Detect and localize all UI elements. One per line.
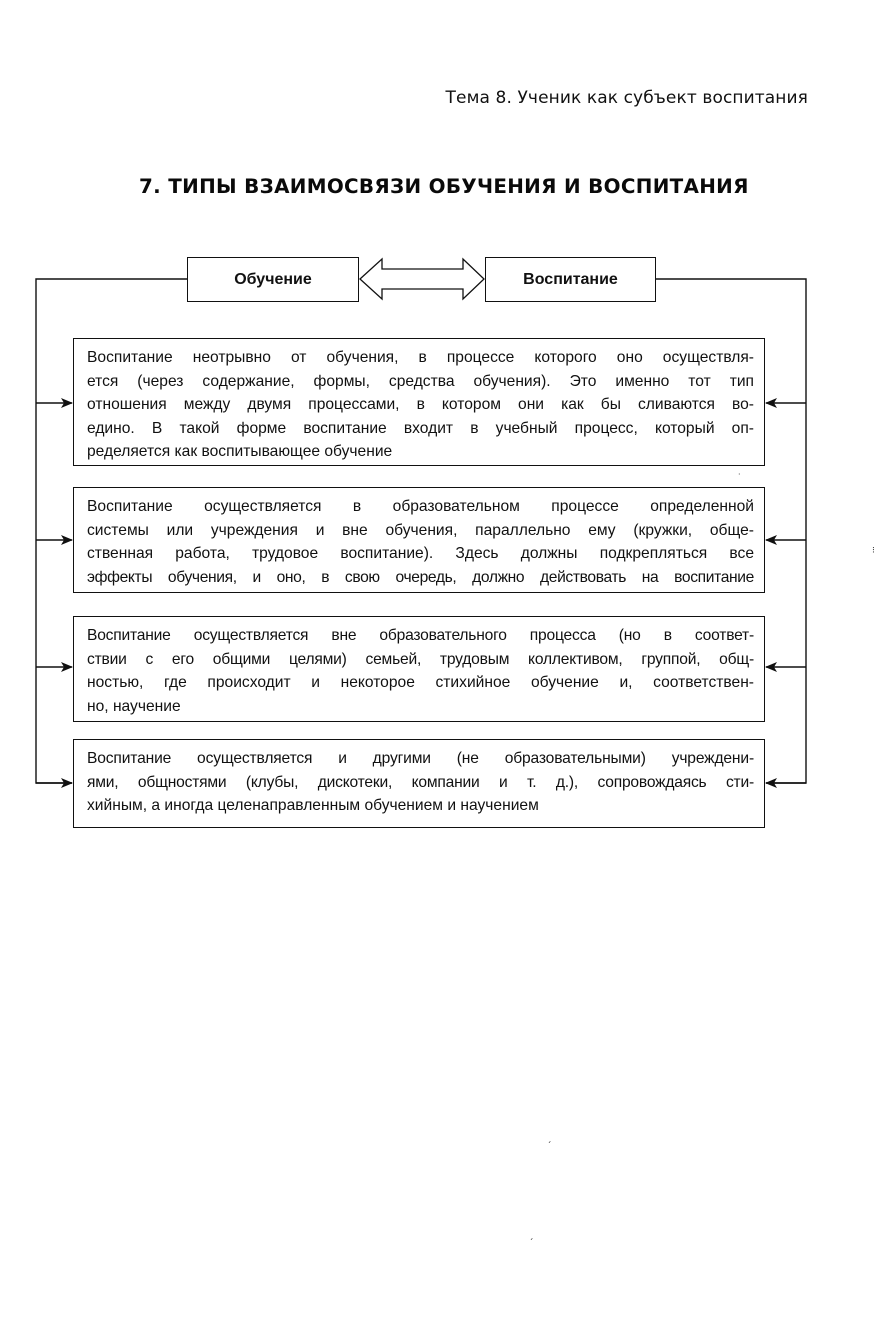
text-line: Воспитание неотрывно от обучения, в процессе которого оно осуществля- (87, 349, 754, 366)
text-line: системы или учреждения и вне обучения, параллельно ему (кружки, обще- (87, 521, 754, 539)
text-line: ственная работа, трудовое воспитание). Здесь должны подкрепляться все (87, 545, 754, 562)
node-learning: Обучение (187, 257, 359, 302)
scan-speck: ⁝ (872, 546, 875, 556)
relation-type-2 (73, 487, 765, 593)
text-line: ется (через содержание, формы, средства обучения). Это именно тот тип (87, 372, 754, 390)
scan-speck: · (738, 470, 741, 479)
running-head: Тема 8. Ученик как субъект воспитания (445, 88, 808, 108)
text-line: хийным, а иногда целенаправленным обучением и научением (87, 797, 539, 814)
text-line: эффекты обучения, и оно, в свою очередь, должно действовать на воспитание (87, 568, 754, 586)
text-line: Воспитание осуществляется и другими (не образовательными) учреждени- (87, 750, 754, 767)
text-line: ями, общностями (клубы, дискотеки, компании и т. д.), сопровождаясь сти- (87, 773, 754, 791)
text-line: Воспитание осуществляется в образовательном процессе определенной (87, 498, 754, 515)
text-line: Воспитание осуществляется вне образовательного процесса (но в соответ- (87, 627, 754, 644)
relation-type-4 (73, 739, 765, 828)
section-title: 7. ТИПЫ ВЗАИМОСВЯЗИ ОБУЧЕНИЯ И ВОСПИТАНИЯ (139, 175, 749, 198)
text-line: ствии с его общими целями) семьей, трудовым коллективом, группой, общ- (87, 650, 754, 668)
text-line: ностью, где происходит и некоторое стихийное обучение и, соответствен- (87, 674, 754, 691)
relation-type-3 (73, 616, 765, 722)
relation-type-1 (73, 338, 765, 466)
scan-speck: ˏ (547, 1134, 552, 1144)
text-line: но, научение (87, 697, 181, 715)
text-line: ределяется как воспитывающее обучение (87, 443, 393, 460)
scan-speck: ˏ (529, 1231, 534, 1241)
text-line: отношения между двумя процессами, в котором они как бы сливаются во- (87, 396, 754, 413)
double-arrow-icon (360, 259, 484, 299)
text-line: едино. В такой форме воспитание входит в учебный процесс, который оп- (87, 419, 754, 437)
node-upbringing: Воспитание (485, 257, 656, 302)
